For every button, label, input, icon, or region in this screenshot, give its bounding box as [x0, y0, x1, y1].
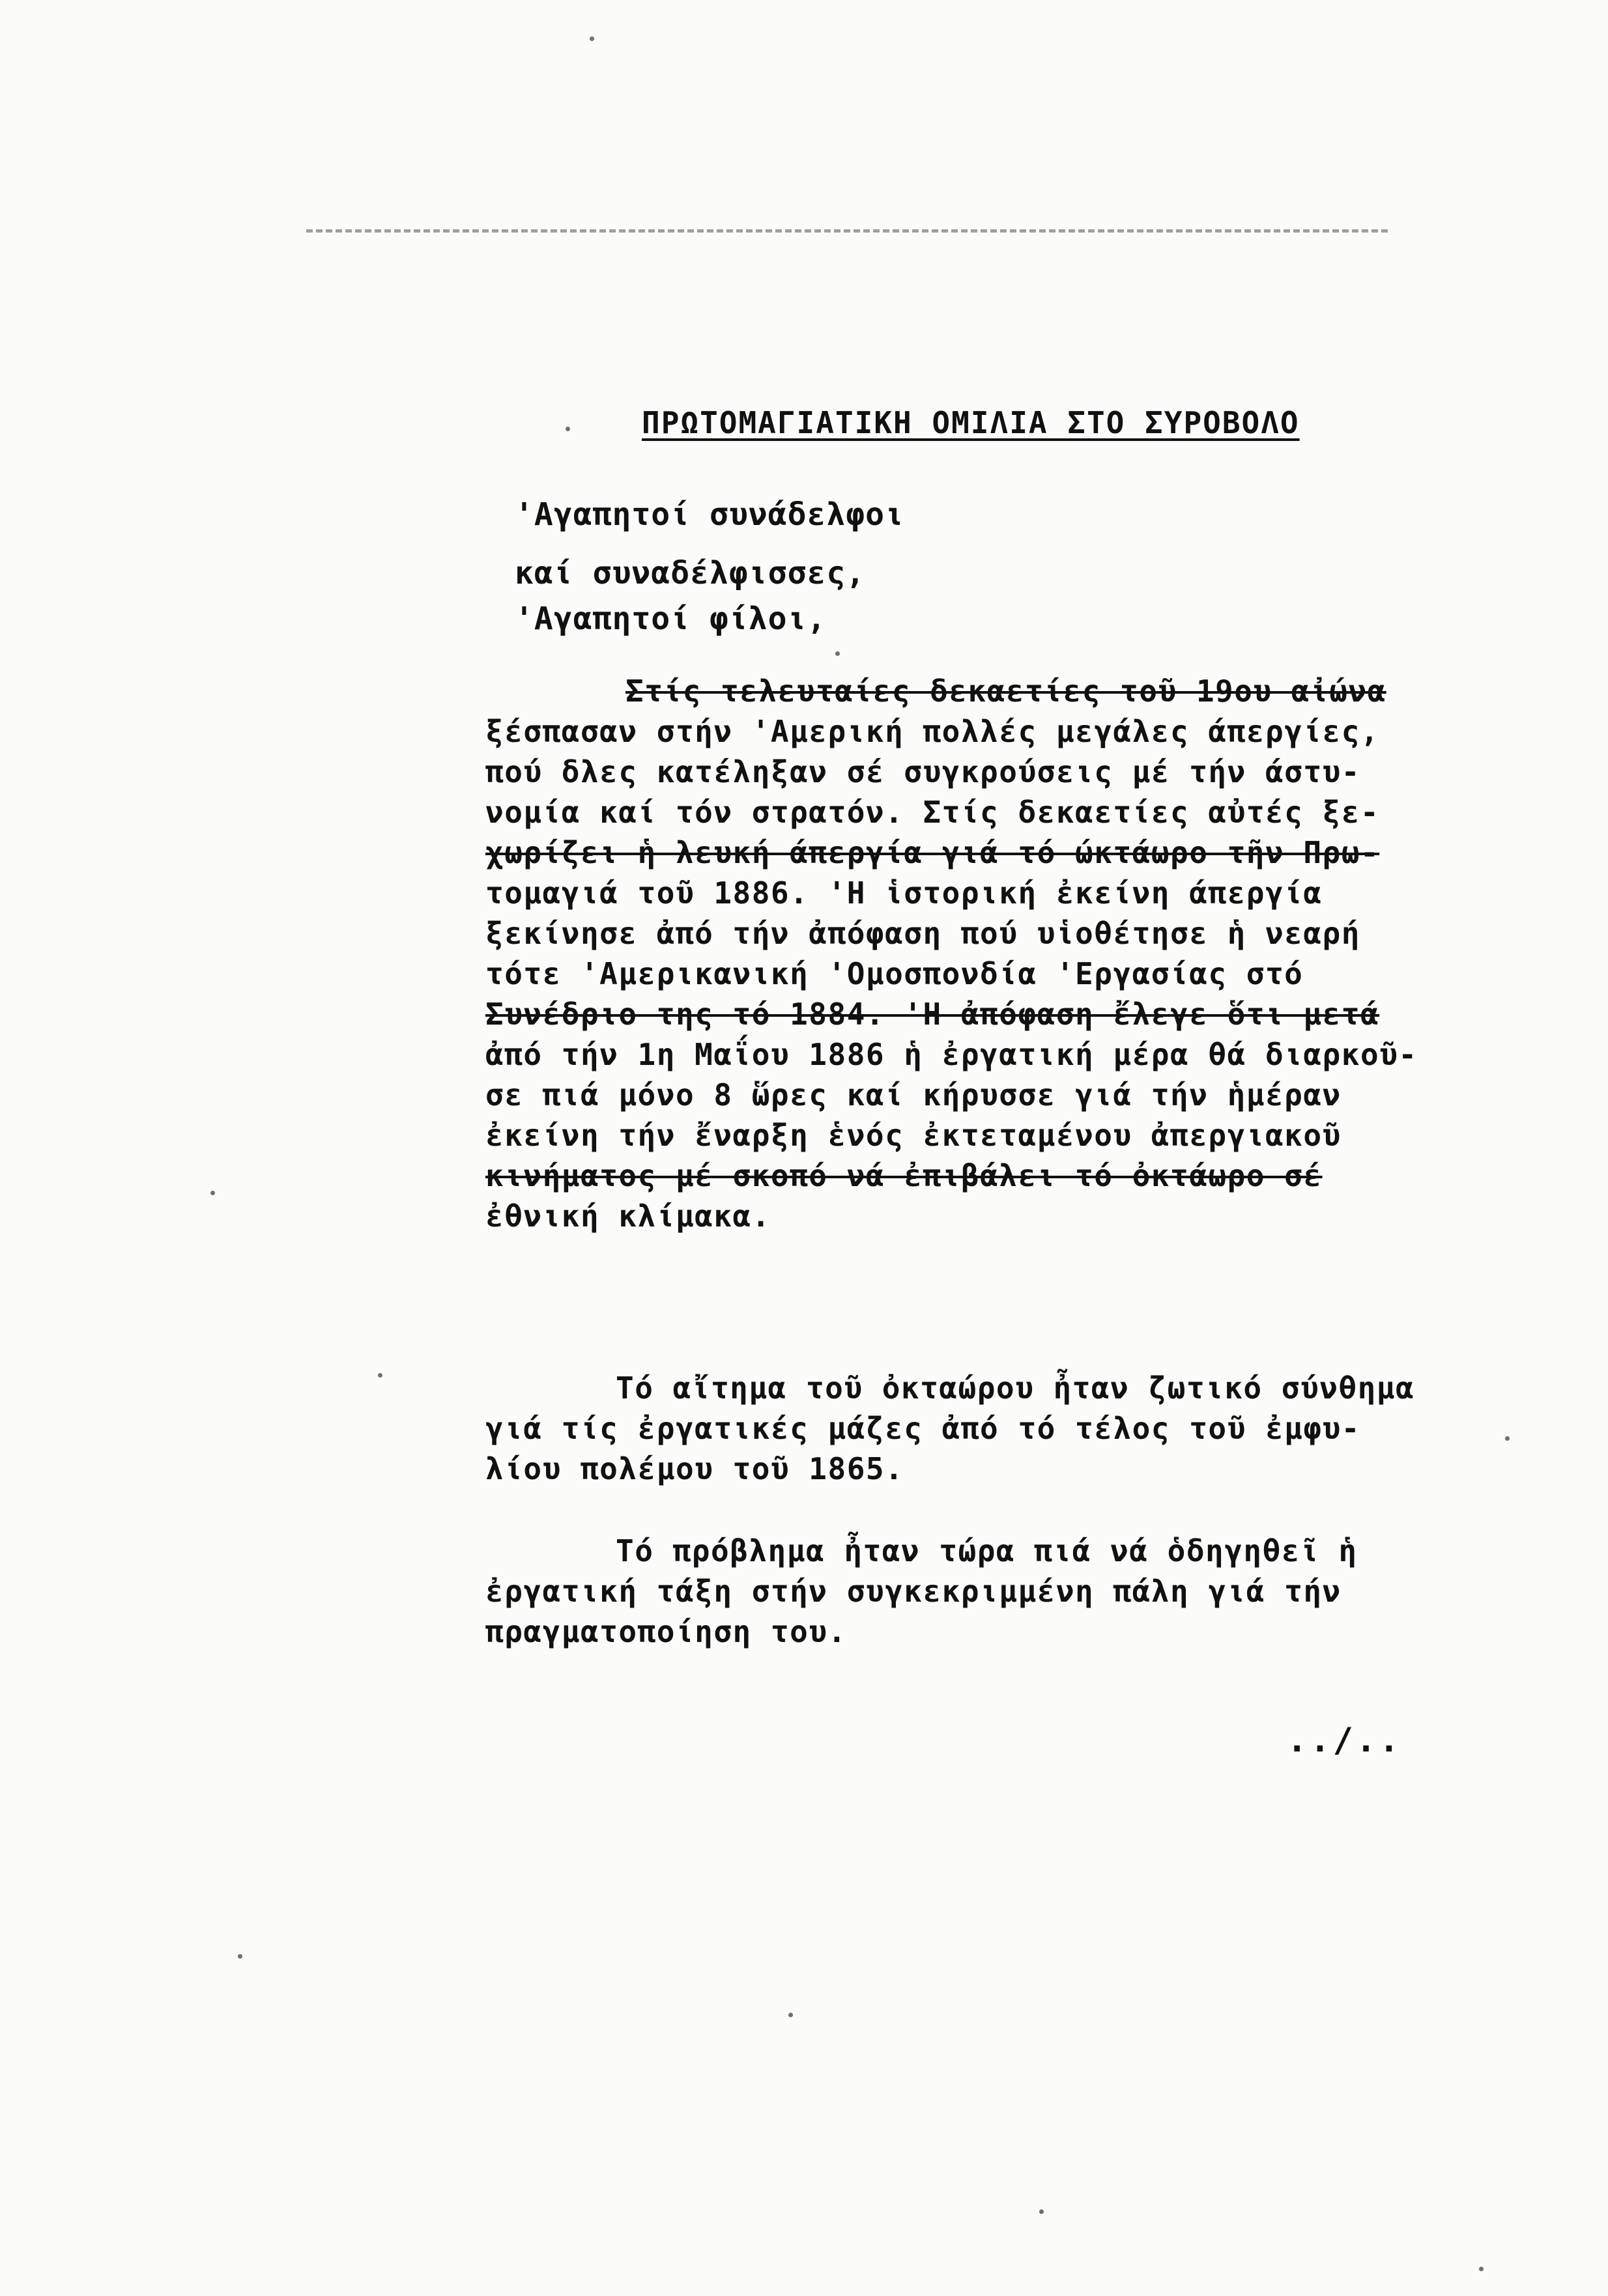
text-line: σε πιά μόνο 8 ὥρες καί κήρυσσε γιά τήν ἡμέραν — [485, 1077, 1342, 1113]
salutation-line: καί συναδέλφισσες, — [515, 555, 866, 591]
text-line: τομαγιά τοῦ 1886. 'Η ἱστορική ἐκείνη άπεργία — [485, 875, 1323, 911]
text-line: Τό πρόβλημα ἦταν τώρα πιά νά ὁδηγηθεῖ ἡ — [616, 1533, 1358, 1568]
scan-speck — [566, 427, 570, 431]
text-line: ἐργατική τάξη στήν συγκεκριμμένη πάλη γιά τήν — [485, 1574, 1342, 1609]
text-line: νομία καί τόν στρατόν. Στίς δεκαετίες αὐτές ξε- — [485, 795, 1380, 830]
scan-speck — [1505, 1436, 1510, 1441]
text-line: Συνέδριο της τό 1884. 'Η ἀπόφαση ἔλεγε ὅτι μετά — [485, 997, 1380, 1032]
text-line: κινήματος μέ σκοπό νά ἐπιβάλει τό ὀκτάωρο σέ — [485, 1158, 1323, 1193]
scan-speck — [590, 36, 594, 41]
paragraph-2 — [485, 1368, 1450, 1489]
salutation-line: 'Αγαπητοί φίλοι, — [515, 601, 827, 637]
text-line: ξεκίνησε ἀπό τήν ἀπόφαση πού υἱοθέτησε ἡ νεαρή — [485, 916, 1360, 951]
text-line: ἐκείνη τήν ἔναρξη ἑνός ἐκτεταμένου ἀπεργιακοῦ — [485, 1118, 1342, 1153]
scan-speck — [210, 1191, 215, 1195]
paragraph-3 — [485, 1531, 1450, 1652]
paragraph-1 — [485, 671, 1450, 1236]
text-line: λίου πολέμου τοῦ 1865. — [485, 1451, 904, 1486]
page-continuation-mark: ../.. — [1287, 1721, 1402, 1760]
scan-dashed-rule — [306, 229, 1388, 233]
text-line: γιά τίς ἐργατικές μάζες ἀπό τό τέλος τοῦ ἐμφυ- — [485, 1411, 1360, 1446]
scan-speck — [238, 1954, 242, 1959]
text-line: Στίς τελευταίες δεκαετίες τοῦ 19ου αἰώνα — [625, 673, 1386, 709]
text-line: πραγματοποίηση του. — [485, 1614, 847, 1649]
document-title: ΠΡΩΤΟΜΑΓΙΑΤΙΚΗ ΟΜΙΛΙΑ ΣΤΟ ΣΥΡΟΒΟΛΟ — [642, 405, 1300, 440]
text-line: ξέσπασαν στήν 'Αμερική πολλές μεγάλες άπεργίες, — [485, 714, 1380, 749]
scan-speck — [1479, 2267, 1484, 2271]
text-line: ἐθνική κλίμακα. — [485, 1198, 771, 1234]
text-line: χωρίζει ἡ λευκή άπεργία γιά τό ώκτάωρο τῆν Πρω- — [485, 835, 1380, 870]
text-line: Τό αἴτημα τοῦ ὀκταώρου ἦταν ζωτικό σύνθημα — [616, 1370, 1415, 1406]
salutation-line: 'Αγαπητοί συνάδελφοι — [515, 496, 904, 533]
text-line: ἀπό τήν 1η Μαΐου 1886 ἡ ἐργατική μέρα θά διαρκοῦ- — [485, 1037, 1418, 1072]
text-line: τότε 'Αμερικανική 'Ομοσπονδία 'Εργασίας στό — [485, 956, 1304, 991]
scan-speck — [1039, 2209, 1044, 2214]
scan-speck — [378, 1373, 382, 1378]
scan-speck — [835, 651, 840, 656]
text-line: πού δλες κατέληξαν σέ συγκρούσεις μέ τήν άστυ- — [485, 754, 1360, 789]
scan-speck — [788, 2013, 793, 2017]
